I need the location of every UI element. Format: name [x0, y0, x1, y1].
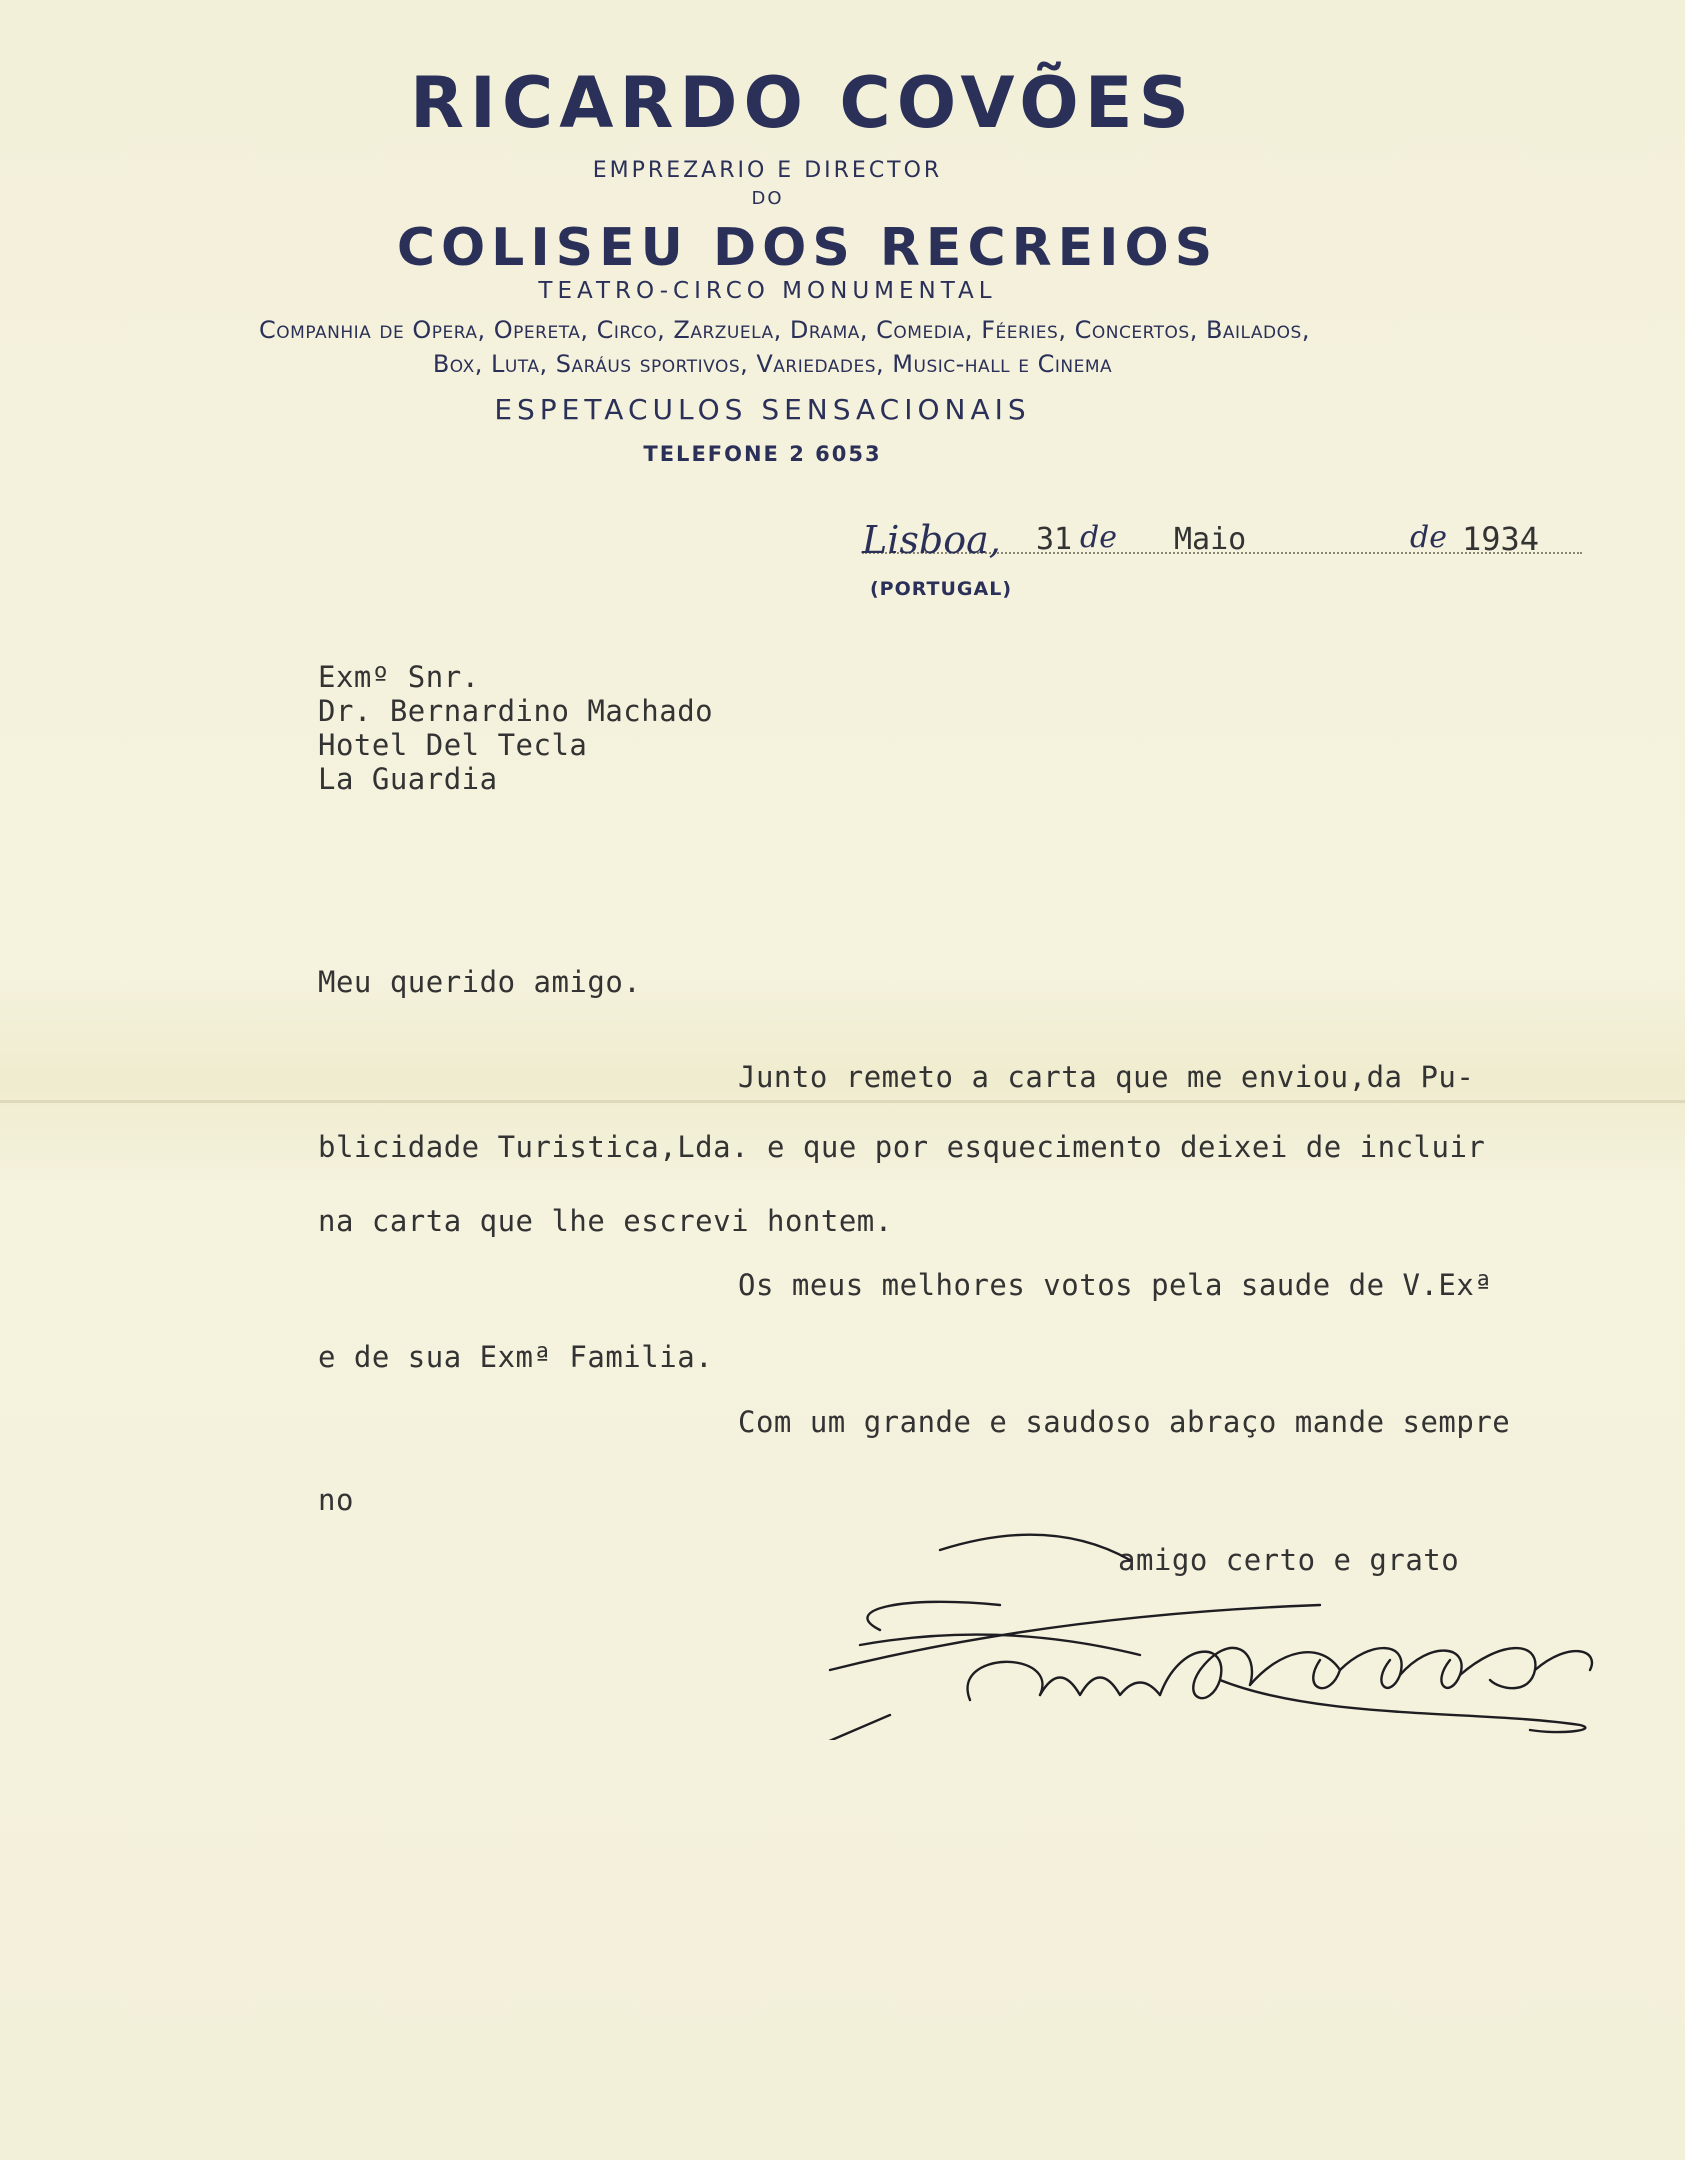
- date-de-year: de: [1410, 520, 1447, 555]
- letterhead-role: EMPREZARIO E DIRECTOR: [592, 158, 943, 183]
- letterhead-connector: DO: [751, 188, 784, 209]
- date-country: (PORTUGAL): [870, 578, 1013, 600]
- body-line: Com um grande e saudoso abraço mande sempre: [738, 1405, 1511, 1439]
- body-line: na carta que lhe escrevi hontem.: [318, 1204, 893, 1238]
- letterhead-tagline: ESPETACULOS SENSACIONAIS: [494, 393, 1031, 426]
- letterhead-name: RICARDO COVÕES: [409, 62, 1196, 144]
- closing-line: amigo certo e grato: [1118, 1543, 1460, 1577]
- greeting: Meu querido amigo.: [318, 965, 642, 999]
- date-month: Maio: [1174, 522, 1247, 557]
- body-line: no: [318, 1483, 354, 1517]
- address-line: Hotel Del Tecla: [318, 728, 588, 762]
- date-de: de: [1080, 520, 1117, 555]
- letterhead-activities-2: Box, Luta, Saráus sportivos, Variedades, Music-hall e Cinema: [432, 350, 1113, 378]
- body-line: blicidade Turistica,Lda. e que por esquecimento deixei de incluir: [318, 1130, 1486, 1164]
- paper-fold: [0, 1100, 1685, 1103]
- letterhead-venue: COLISEU DOS RECREIOS: [396, 218, 1219, 278]
- signature: [800, 1520, 1630, 1740]
- body-line: e de sua Exmª Familia.: [318, 1340, 714, 1374]
- address-line: Exmº Snr.: [318, 660, 480, 694]
- dateline: [862, 518, 1582, 560]
- body-line: Junto remeto a carta que me enviou,da Pu-: [738, 1060, 1475, 1094]
- date-year: 1934: [1462, 520, 1540, 558]
- address-line: La Guardia: [318, 762, 498, 796]
- address-line: Dr. Bernardino Machado: [318, 694, 714, 728]
- body-line: Os meus melhores votos pela saude de V.Exª: [738, 1268, 1493, 1302]
- date-city: Lisboa,: [862, 518, 1001, 562]
- letterhead-telephone: TELEFONE 2 6053: [643, 442, 882, 466]
- letterhead-activities-1: Companhia de Opera, Opereta, Circo, Zarzuela, Drama, Comedia, Féeries, Concertos, Bailados,: [259, 316, 1310, 344]
- date-day: 31: [1036, 522, 1073, 557]
- letterhead-subtitle: TEATRO-CIRCO MONUMENTAL: [538, 278, 997, 304]
